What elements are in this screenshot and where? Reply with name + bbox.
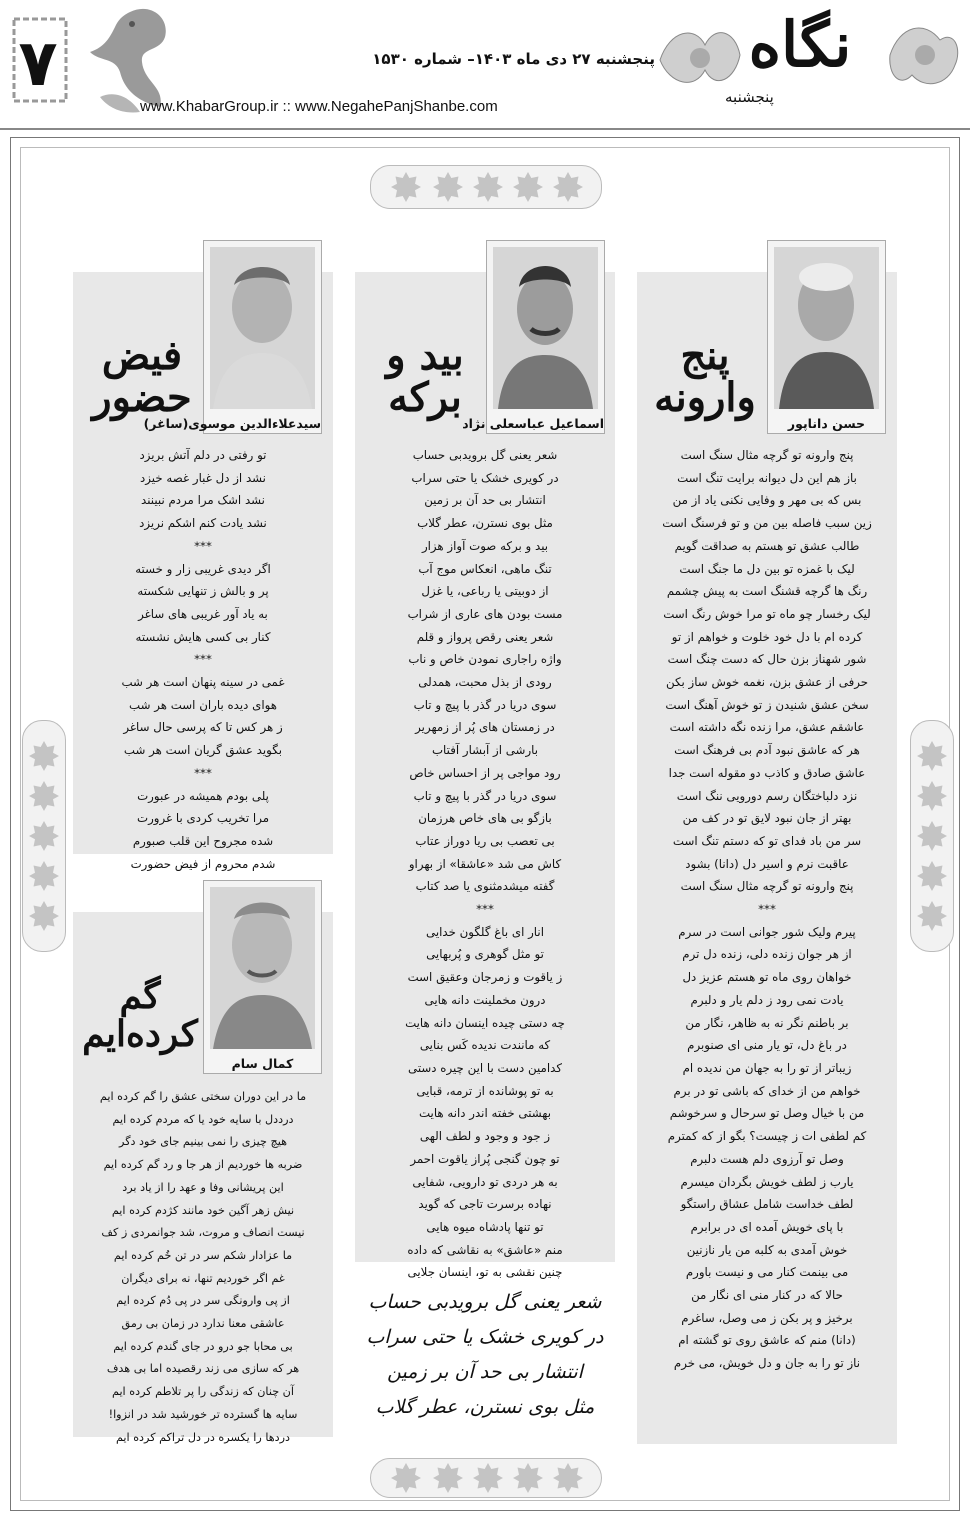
poem-line: در باغ دل، تو یار منی ای صنوبرم [687,1038,847,1053]
poem-line: انار ای باغ گلگون خدایی [426,924,544,939]
left-ornament [22,720,66,952]
poem-line: لطف خداست شامل عشاق راستگو [680,1197,854,1212]
poem-line: بی محابا جو درو در جای گندم کرده ایم [113,1339,293,1353]
poem-line: گفته میشدمثنوی یا صد کتاب [415,879,555,894]
star-ornament-icon [29,741,59,771]
poem-line: ما در این دوران سختی عشق را گم کرده ایم [99,1090,307,1103]
poem-line: بهشتی خفته اندر دانه هایت [418,1106,552,1121]
poet-name: حسن داناپور [787,416,866,431]
poem-line: عاشقی معنا ندارد در زمان بی رمق [121,1317,285,1331]
poem-separator: *** [194,765,212,780]
poem-line: این پریشانی وفا و عهد را از یاد برد [122,1180,284,1194]
poem-line: پنج وارونه تو گرچه مثال سنگ است [680,448,854,462]
poem-line: که مانندت ندیده کَس بنایی [419,1038,551,1053]
poem-line: پنج وارونه تو گرچه مثال سنگ است [680,879,854,894]
poem-line: ضربه ها خوردیم از هر جا و رد گم کرده ایم [103,1158,303,1172]
poem-line: واژه راجاری نمودن خاص و ناب [408,652,562,667]
poem-line: سر من باد فدای تو که دستم تنگ است [672,833,862,848]
poem-line: چنین نقشی به تو، اینسان جلایی [407,1265,563,1280]
poem-line: یارب ز لطف خویش بگردان میسرم [680,1174,854,1189]
star-ornament-icon [513,172,543,202]
poem-line: سوی دریا در گذر با پیچ و تاب [413,788,557,803]
star-ornament-icon [433,1463,463,1493]
poem-line: شدم محروم از فیض حضورت [130,856,276,871]
poem-line: ز یاقوت و زمرجان وعقیق است [407,970,563,985]
star-ornament-icon [553,172,583,202]
poem-line: سخن عشق شنیدن ز تو خوش آهنگ است [665,697,869,712]
poem-line: وصل تو آرزوی دلم هست دلبرم [690,1151,844,1166]
poem-line: شده مجروح این قلب صبورم [132,833,274,848]
poem-line: به تو پوشانده از ترمه، قبایی [416,1083,554,1098]
poem-line: زیباتر از تو را به جهان من ندیده ام [682,1060,852,1075]
poem-line: بارشی از آبشار آفتاب [431,743,539,758]
top-ornament [370,165,602,209]
poem-line: مثل بوی نسترن، عطر گلاب [417,516,553,531]
poem-line: تو چون گنجی پُراز یاقوت احمر [410,1151,560,1166]
poem-title-line: فیض [101,332,183,379]
poem-line: اگر دیدی غریبی زار و خسته [135,561,271,576]
poem-line: هر که عاشق نبود آدم بی فرهنگ است [674,743,860,758]
page-header [0,0,970,135]
poem-line: هیچ چیزی را نمی بینیم جای خود دگر [119,1135,287,1149]
poem-line: پر و بالش ز تنهایی شکسته [137,584,269,599]
star-ornament-icon [917,781,947,811]
poem-line: هر که سازی می زند رقصیده اما بی هدف [106,1362,300,1376]
star-ornament-icon [917,821,947,851]
poem-line: عاشق صادق و کاذب دو مقوله است جدا [668,765,866,780]
poem-title [645,332,765,421]
quote-line: مثل بوی نسترن، عطر گلاب [375,1396,595,1418]
portrait-icon [774,247,879,409]
portrait-icon [210,247,315,409]
poem-line: از هر جوان زنده دلی، زنده دل ترم [682,947,852,962]
poem-text [76,1086,330,1449]
poem-title [76,975,204,1055]
portrait-icon [493,247,598,409]
poet-photo-danapour [767,240,886,434]
poem-line: ما عزادار شکم سر در تن خُم کرده ایم [113,1248,293,1262]
poem-line: به هر دردی تو دارویی، شفایی [412,1174,558,1189]
star-ornament-icon [29,821,59,851]
star-ornament-icon [917,741,947,771]
poet-name: کمال سام [231,1056,294,1071]
poem-line: بازگو بی های خاص هرزمان [418,811,552,826]
poem-line: ز هر کس تا که پرسی حال ساغر [123,720,283,735]
star-ornament-icon [473,1463,503,1493]
poem-line: بس که بی مهر و وفایی نکنی یاد از من [672,493,862,508]
star-ornament-icon [553,1463,583,1493]
poem-text [358,444,612,1284]
poem-line: خواهم من از خدای که باشی تو در برم [673,1083,861,1098]
poem-line: به یاد آور غریبی های ساغر [138,606,268,621]
star-ornament-icon [433,172,463,202]
featured-quote [358,1285,612,1425]
poem-line: کاش می شد «عاشقا» از بهراو [408,856,562,871]
star-ornament-icon [29,781,59,811]
poem-line: بهتر از جان نبود لایق تو در کف من [682,811,852,826]
logo-subtitle: پنجشنبه [725,88,774,106]
poem-line: کم لطفی ات ز چیست؟ بگو از که کمترم [667,1129,867,1144]
chain-border-icon [10,15,70,105]
poem-line: نهاده برسرت تاجی که گوید [418,1197,552,1212]
poem-line: شور شهناز بزن حال که دست چنگ است [667,652,867,667]
poem-line: رنگ ها گرچه قشنگ است به پیش چشمم [666,584,868,599]
poem-line: رود مواجی پر از احساس خاص [409,765,561,780]
poem-line: باز هم این دل دیوانه برایت تنگ است [677,470,857,485]
star-ornament-icon [917,861,947,891]
poem-line: تو مثل گوهری و پُربهایی [426,947,544,962]
poem-line: زین سبب فاصله بین من و تو فرسنگ است [662,516,872,531]
poem-line: نیش زهر آگین خود مانند کژدم کرده ایم [111,1203,295,1217]
poem-line: غم اگر خوردیم تنها، نه برای دیگران [121,1271,285,1285]
poem-line: لیک با غمزه تو بین دل ما جنگ است [679,561,855,576]
portrait-icon [210,887,315,1049]
poem-line: بر باطنم نگر نه به ظاهر، نگار من [685,1015,849,1030]
star-ornament-icon [391,172,421,202]
poem-title-line: پنج [680,332,730,379]
poem-line: یادت نمی رود ز دلم یار و دلبرم [690,992,844,1007]
poem-title-line: بید و [386,332,464,379]
poem-line: در کویری خشک یا حتی سراب [411,470,559,485]
poem-line: درون مخملینت دانه هایی [424,992,546,1007]
star-ornament-icon [29,901,59,931]
right-ornament [910,720,954,952]
bottom-ornament [370,1458,602,1498]
poem-title-line: حضور [92,374,192,421]
poet-name: اسماعیل عباسعلی نژاد [462,416,604,431]
poet-photo-mousavi [143,240,322,434]
poem-line: تنگ ماهی، انعکاس موج آب [418,561,552,576]
poem-line: آن چنان که زندگی را پر تلاطم کرده ایم [112,1385,294,1399]
poem-line: نشد اشک مرا مردم نبینند [141,493,265,508]
poem-line: نشد از دل غبار غصه خیزد [140,470,266,485]
poem-title-line: گم [119,975,161,1017]
poem-line: ناز تو را به جان و دل خویش، می خرم [673,1356,861,1371]
poem-title [82,332,202,421]
poem-line: درددل با سایه خود یا که مردم کرده ایم [112,1112,294,1126]
poem-line: تو رفتی در دلم آتش بریزد [139,448,267,462]
poem-line: رودی از بذل محبت، همدلی [418,675,552,690]
website-links[interactable]: www.KhabarGroup.ir :: www.NegahePanjShanbe.com [140,98,498,115]
poem-line: ز جود و وجود و لطف الهی [419,1129,551,1144]
poem-line: طالب عشق تو هستم به صداقت گویم [674,538,860,553]
poem-line: از دوبیتی یا رباعی، یا غزل [421,584,549,599]
quote-line: شعر یعنی گل برویدبی حساب [368,1291,602,1313]
poem-line: نشد یادت کنم اشکم نریزد [139,516,267,531]
poem-line: خوش آمدی به کلبه من یار نازنین [686,1242,848,1257]
poem-line: کدامین دست با این چیره دستی [408,1060,562,1075]
poem-separator: *** [476,902,494,917]
poem-line: نیست انصاف و مروت، شد جوانمردی ز کف [101,1226,305,1240]
star-ornament-icon [29,861,59,891]
poem-line: در زمستان های پُر از زمهریر [415,720,555,735]
poet-name: سیدعلاءالدین موسوی(ساغر) [143,416,321,431]
star-ornament-icon [513,1463,543,1493]
poem-line: شعر یعنی گل برویدبی حساب [412,448,558,462]
poem-line: دردها را یکسره در دل تراکم کرده ایم [115,1430,291,1444]
poem-line: حالا که در کنار منی ای نگار من [691,1288,843,1303]
poem-title-line: برکه [388,374,462,421]
poem-line: بی تعصب بی ریا دوراز عتاب [415,833,555,848]
poem-line: من با خیال وصل تو سرحال و سرخوشم [669,1106,865,1121]
poet-photo-abbasalinejad [462,240,605,434]
header-divider [0,128,970,130]
poem-line: شعر یعنی رقص پرواز و قلم [416,629,554,644]
poem-line: لیک رخسار چو ماه تو مرا خوش رنگ است [663,606,871,621]
page-number: ۷ [18,27,58,101]
poem-line: کرده ام با دل خود خلوت و خواهم از تو [671,629,863,644]
poem-line: بید و برکه صوت آواز هزار [421,538,549,553]
poem-line: حرفی از عشق بزن، نغمه خوش ساز بکن [665,675,869,690]
poem-title [365,332,485,421]
poem-line: سوی دریا در گذر با پیچ و تاب [413,697,557,712]
poem-title-line: وارونه [654,374,756,421]
poem-text [76,444,330,875]
poem-line: با پای خویش آمده ای در برابرم [690,1219,844,1234]
poem-line: پیرم ولیک شور جوانی است در سرم [678,924,856,939]
poem-line: نزد دلباختگان رسم دورویی ننگ است [676,788,858,803]
quote-line: در کویری خشک یا حتی سراب [366,1326,604,1348]
poem-line: سایه ها گسترده تر خورشید شد در انزوا! [108,1407,298,1421]
poem-line: عاشقم عشق، مرا زنده نگه داشته است [669,720,865,735]
poem-line: مست بودن های عاری از شراب [407,606,563,621]
poem-line: می بینمت کنار می و نیست باورم [685,1265,849,1280]
poem-line: مرا تخریب کردی با غرورت [136,811,270,826]
star-ornament-icon [473,172,503,202]
poem-separator: *** [194,538,212,553]
poem-line: بگوید عشق گریان است هر شب [123,743,283,758]
poem-line: عاقبت نرم و اسیر دل (دانا) بشود [685,856,849,871]
poem-separator: *** [758,902,776,917]
quote-line: انتشار بی حد آن بر زمین [387,1361,583,1383]
poem-line: هوای دیده باران است هر شب [129,697,277,712]
poem-line: چه دستی چیده اینسان دانه هایت [405,1015,565,1030]
poem-line: (دانا) منم که عاشق روی تو گشته ام [678,1333,856,1348]
logo-title: نگاه [748,8,852,81]
poem-line: تو تنها پادشاه میوه هایی [426,1219,544,1234]
poem-line: پلی بودم همیشه در عبورت [137,788,269,803]
poem-title-line: کرده‌ایم [82,1012,198,1055]
poem-line: منم «عاشق» به نقاشی که داده [407,1242,563,1257]
issue-date: پنجشنبه ۲۷ دی ماه ۱۴۰۳– شماره ۱۵۳۰ [372,50,655,68]
poet-photo-sam [203,880,322,1074]
star-ornament-icon [917,901,947,931]
poem-line: برخیز و پر بکن ز می وصل، ساغرم [681,1310,853,1325]
star-ornament-icon [391,1463,421,1493]
poem-line: کنار بی کسی هایش نشسته [135,629,271,644]
poem-line: خواهان روی ماه تو هستم عزیز دل [682,970,852,985]
poem-separator: *** [194,652,212,667]
poem-text [640,444,894,1375]
poem-line: انتشار بی حد آن بر زمین [424,493,546,508]
poem-line: غمی در سینه پنهان است هر شب [121,675,285,690]
poem-line: از پی وارونگی سر در پی دُم کرده ایم [116,1294,290,1308]
